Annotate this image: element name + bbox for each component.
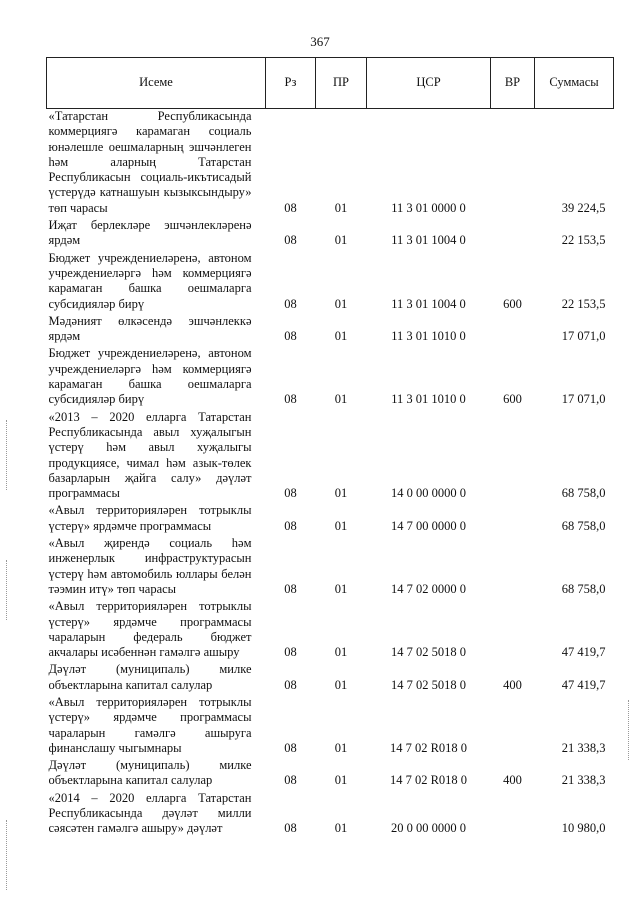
cell-name: «Авыл территорияләрен тотрыклы үстерү» ярдәмче программасы [48, 503, 252, 533]
cell-name: «Татарстан Республикасында коммерциягә карамаган социаль юнәлешле оешмаларның эшчәнлеген һәм аларның Татарстан Республикасын социаль-икътисадый үстерүдә катнашуын кызыксындыру» төп чарасы [48, 109, 252, 215]
budget-table [46, 57, 614, 839]
cell-csr: 14 7 02 R018 0 [389, 773, 468, 788]
cell-rz: 08 [284, 773, 297, 788]
cell-csr: 14 7 02 0000 0 [391, 581, 466, 596]
table-row [47, 695, 614, 758]
header-csr: ЦСР [367, 58, 491, 109]
cell-pr: 01 [334, 329, 348, 344]
table-row [47, 791, 614, 839]
table-row [47, 536, 614, 599]
cell-sum: 22 153,5 [561, 296, 606, 311]
cell-vr [491, 410, 535, 504]
cell-rz: 08 [284, 518, 297, 533]
cell-sum: 39 224,5 [561, 200, 606, 215]
cell-rz: 08 [284, 740, 297, 755]
margin-dots [6, 820, 9, 890]
cell-rz: 08 [284, 821, 297, 836]
cell-name: «2013 – 2020 елларга Татарстан Республикасында авыл хуҗалыгын үстерү һәм авыл хуҗалыгы продукциясе, чимал һәм азык-төлек базарларын җайга салу» дәүләт программасы [48, 409, 252, 501]
table-header-row [47, 58, 614, 109]
cell-csr: 11 3 01 1004 0 [391, 296, 466, 311]
cell-name: «Авыл җирендә социаль һәм инженерлык инфраструктурасын үстерү һәм автомобиль юллары белән тәэмин итү» төп чарасы [48, 536, 252, 596]
table-row [47, 314, 614, 347]
cell-csr: 20 0 00 0000 0 [391, 821, 466, 836]
header-name: Исеме [47, 58, 266, 109]
cell-name: Дәүләт (муниципаль) милке объектларына капитал салулар [48, 758, 252, 788]
cell-pr: 01 [334, 486, 348, 501]
cell-pr: 01 [334, 233, 348, 248]
cell-rz: 08 [284, 392, 297, 407]
cell-pr: 01 [334, 200, 348, 215]
cell-csr: 11 3 01 1010 0 [391, 392, 466, 407]
table-row [47, 599, 614, 662]
table-row [47, 109, 614, 219]
header-vr: ВР [491, 58, 535, 109]
table-row [47, 758, 614, 791]
cell-name: Дәүләт (муниципаль) милке объектларына капитал салулар [48, 662, 252, 692]
cell-sum: 21 338,3 [561, 740, 606, 755]
cell-rz: 08 [284, 200, 297, 215]
cell-rz: 08 [284, 296, 297, 311]
cell-sum: 47 419,7 [561, 677, 606, 692]
cell-vr [491, 109, 535, 219]
cell-name: «Авыл территорияләрен тотрыклы үстерү» ярдәмче программасы чараларын федераль бюджет акчалары исәбеннән гамәлгә ашыру [48, 599, 252, 660]
cell-sum: 68 758,0 [561, 486, 606, 501]
table-row [47, 662, 614, 695]
cell-pr: 01 [334, 518, 348, 533]
cell-csr: 14 7 02 5018 0 [391, 645, 466, 660]
cell-rz: 08 [284, 233, 297, 248]
cell-csr: 14 7 00 0000 0 [391, 518, 466, 533]
cell-pr: 01 [334, 392, 348, 407]
cell-vr [491, 218, 535, 251]
cell-vr [491, 503, 535, 536]
table-row [47, 503, 614, 536]
cell-sum: 17 071,0 [561, 329, 606, 344]
header-pr: ПР [316, 58, 367, 109]
cell-name: Бюджет учреждениеләренә, автоном учреждениеләргә һәм коммерциягә карамаган башка оешмаларга субсидияләр бирү [48, 250, 252, 311]
cell-name: «2014 – 2020 елларга Татарстан Республикасында дәүләт милли сәясәтен гамәлгә ашыру» дәүләт [48, 790, 252, 836]
cell-vr [491, 695, 535, 758]
cell-sum: 47 419,7 [561, 645, 606, 660]
header-rz: Рз [266, 58, 316, 109]
cell-name: «Авыл территорияләрен тотрыклы үстерү» ярдәмче программасы чараларын гамәлгә ашыруга финанслашу чыгымнары [48, 694, 252, 755]
cell-vr [491, 791, 535, 839]
cell-vr: 400 [503, 677, 522, 692]
cell-csr: 11 3 01 1004 0 [391, 233, 466, 248]
cell-pr: 01 [334, 740, 348, 755]
cell-vr [491, 536, 535, 599]
table-row [47, 346, 614, 409]
margin-dots [6, 560, 9, 620]
cell-rz: 08 [284, 677, 297, 692]
cell-vr: 600 [503, 392, 522, 407]
cell-name: Мәдәният өлкәсендә эшчәнлеккә ярдәм [48, 313, 252, 344]
cell-sum: 21 338,3 [561, 773, 606, 788]
cell-csr: 14 7 02 5018 0 [391, 677, 466, 692]
cell-name: Бюджет учреждениеләренә, автоном учреждениеләргә һәм коммерциягә карамаган башка оешмаларга субсидияләр бирү [48, 346, 252, 407]
cell-csr: 11 3 01 0000 0 [391, 200, 466, 215]
table-row [47, 218, 614, 251]
cell-sum: 22 153,5 [561, 233, 606, 248]
page-number: 367 [310, 34, 330, 49]
cell-name: Иҗат берлекләре эшчәнлекләренә ярдәм [48, 218, 252, 248]
cell-pr: 01 [334, 821, 348, 836]
cell-csr: 11 3 01 1010 0 [391, 329, 466, 344]
header-sum: Суммасы [535, 58, 614, 109]
cell-pr: 01 [334, 773, 348, 788]
cell-pr: 01 [334, 645, 348, 660]
cell-sum: 17 071,0 [561, 392, 606, 407]
cell-vr: 400 [503, 773, 522, 788]
cell-rz: 08 [284, 329, 297, 344]
cell-sum: 68 758,0 [561, 581, 606, 596]
cell-vr: 600 [503, 296, 522, 311]
cell-vr [491, 314, 535, 347]
cell-pr: 01 [334, 296, 348, 311]
cell-sum: 10 980,0 [561, 821, 606, 836]
margin-dots [628, 700, 631, 760]
table-row [47, 410, 614, 504]
cell-csr: 14 7 02 R018 0 [389, 740, 468, 755]
margin-dots [6, 420, 9, 490]
cell-csr: 14 0 00 0000 0 [391, 486, 466, 501]
cell-rz: 08 [284, 645, 297, 660]
cell-vr [491, 599, 535, 662]
cell-rz: 08 [284, 581, 297, 596]
cell-sum: 68 758,0 [561, 518, 606, 533]
table-row [47, 251, 614, 314]
cell-rz: 08 [284, 486, 297, 501]
cell-pr: 01 [334, 581, 348, 596]
cell-pr: 01 [334, 677, 348, 692]
